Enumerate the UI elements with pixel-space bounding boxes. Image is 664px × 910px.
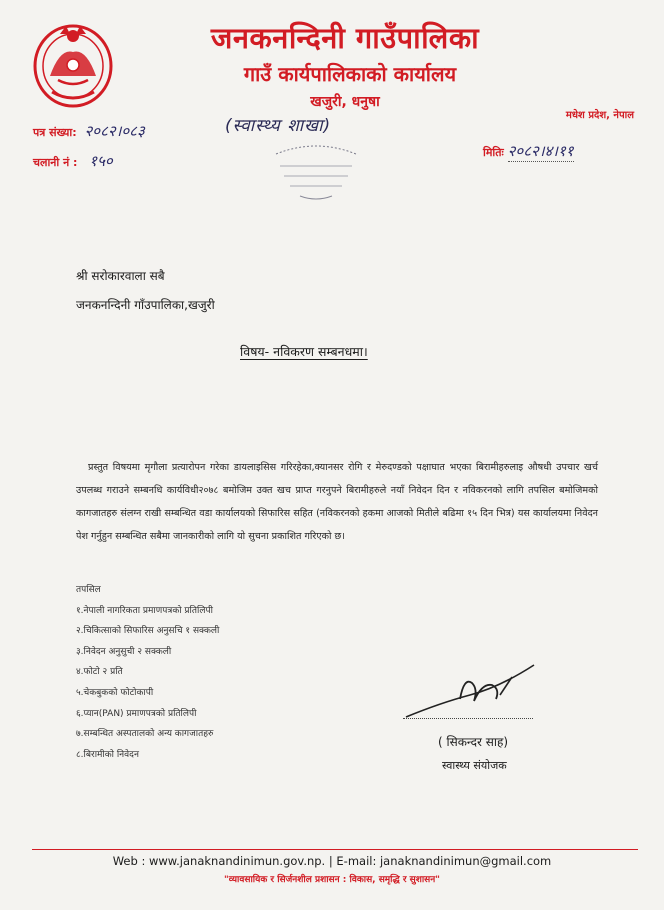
subject-line: विषय- नविकरण सम्बनधमा। [240,344,368,359]
dispatch-label: चलानी नं : [33,156,78,169]
attachments-list [76,580,219,765]
dispatch-value: १५० [89,152,113,170]
municipality-title: जनकनन्दिनी गाउँपालिका [210,21,480,55]
reference-label: पत्र संख्या: [33,126,77,139]
office-stamp [270,140,362,204]
addressee-line-1: श्री सरोकारवाला सबै [76,269,165,283]
addressee-line-2: जनकनन्दिनी गाँउपालिका,खजुरी [76,298,215,312]
footer-divider [32,849,638,850]
handwritten-unit-name: (स्वास्थ्य शाखा) [225,116,332,136]
office-location: खजुरी, धनुषा [310,94,380,110]
list-item: ८.बिरामीको निवेदन [76,749,139,760]
list-item: ७.सम्बन्धित अस्पतालको अन्य कागजातहरु [76,729,214,740]
signer-title: स्वास्थ्य संयोजक [442,759,507,772]
body-paragraph: प्रस्तुत विषयमा मृगौला प्रत्यारोपन गरेका डायलाइसिस गरिरहेका,क्यानसर रोगि र मेरुदण्डको पक्षाघात भएका बिरामीहरुलाइ औषधी उपचार खर्च उपलब्ध गराउने सम्बनधि कार्यविधी२०७८ बमोजिम उक्त खच प्राप्त गरनुपने बिरामीहरुले नयाँ निवेदन दिन र नविकरनको लागि तपसिल बमोजिमको कागजातहरु संलग्न राखी सम्बन्धित वडा कार्यालयको सिफारिस सहित (नविकरनको हकमा आजको मितीले बढिमा १५ दिन भित्र) यस कार्यालयमा निवेदन पेश गर्नुहुन सम्बन्धित सबैमा जानकारीको लागि यो सुचना प्रकाशित गरिएको छ। [76,462,598,542]
footer-contact: Web : www.janaknandinimun.gov.np. | E-mail: janaknandinimun@gmail.com [112,854,552,868]
dispatch-number [33,151,113,171]
letter-date [483,141,574,161]
signature-line [403,718,533,719]
attachments-heading: तपसिल [76,585,101,595]
list-item: ३.निवेदन अनुसुची २ सक्कली [76,646,172,657]
reference-value: २०८२।०८३ [84,122,145,140]
footer-motto: "व्यावसायिक र सिर्जनशील प्रशासन : विकास, समृद्धि र सुशासन" [224,875,440,885]
handwritten-signature [400,655,540,725]
reference-number [33,121,145,141]
signer-name: ( सिकन्दर साह) [438,735,509,749]
province-label: मधेश प्रदेश, नेपाल [565,110,634,121]
date-value: २०८२।४।११ [507,142,574,160]
list-item: ६.प्यान(PAN) प्रमाणपत्रको प्रतिलिपी [76,708,197,719]
list-item: ५.चेकबुकको फोटोकापी [76,687,154,698]
office-subtitle: गाउँ कार्यपालिकाको कार्यालय [243,62,457,86]
nepal-government-emblem [30,18,116,110]
list-item: २.चिकित्साको सिफारिस अनुसचि १ सक्कली [76,626,220,637]
date-label: मितिः [483,146,504,159]
addressee-block [76,262,215,320]
list-item: ४.फोटो २ प्रति [76,667,123,678]
list-item: १.नेपाली नागरिकता प्रमाणपत्रको प्रतिलिपी [76,605,213,616]
